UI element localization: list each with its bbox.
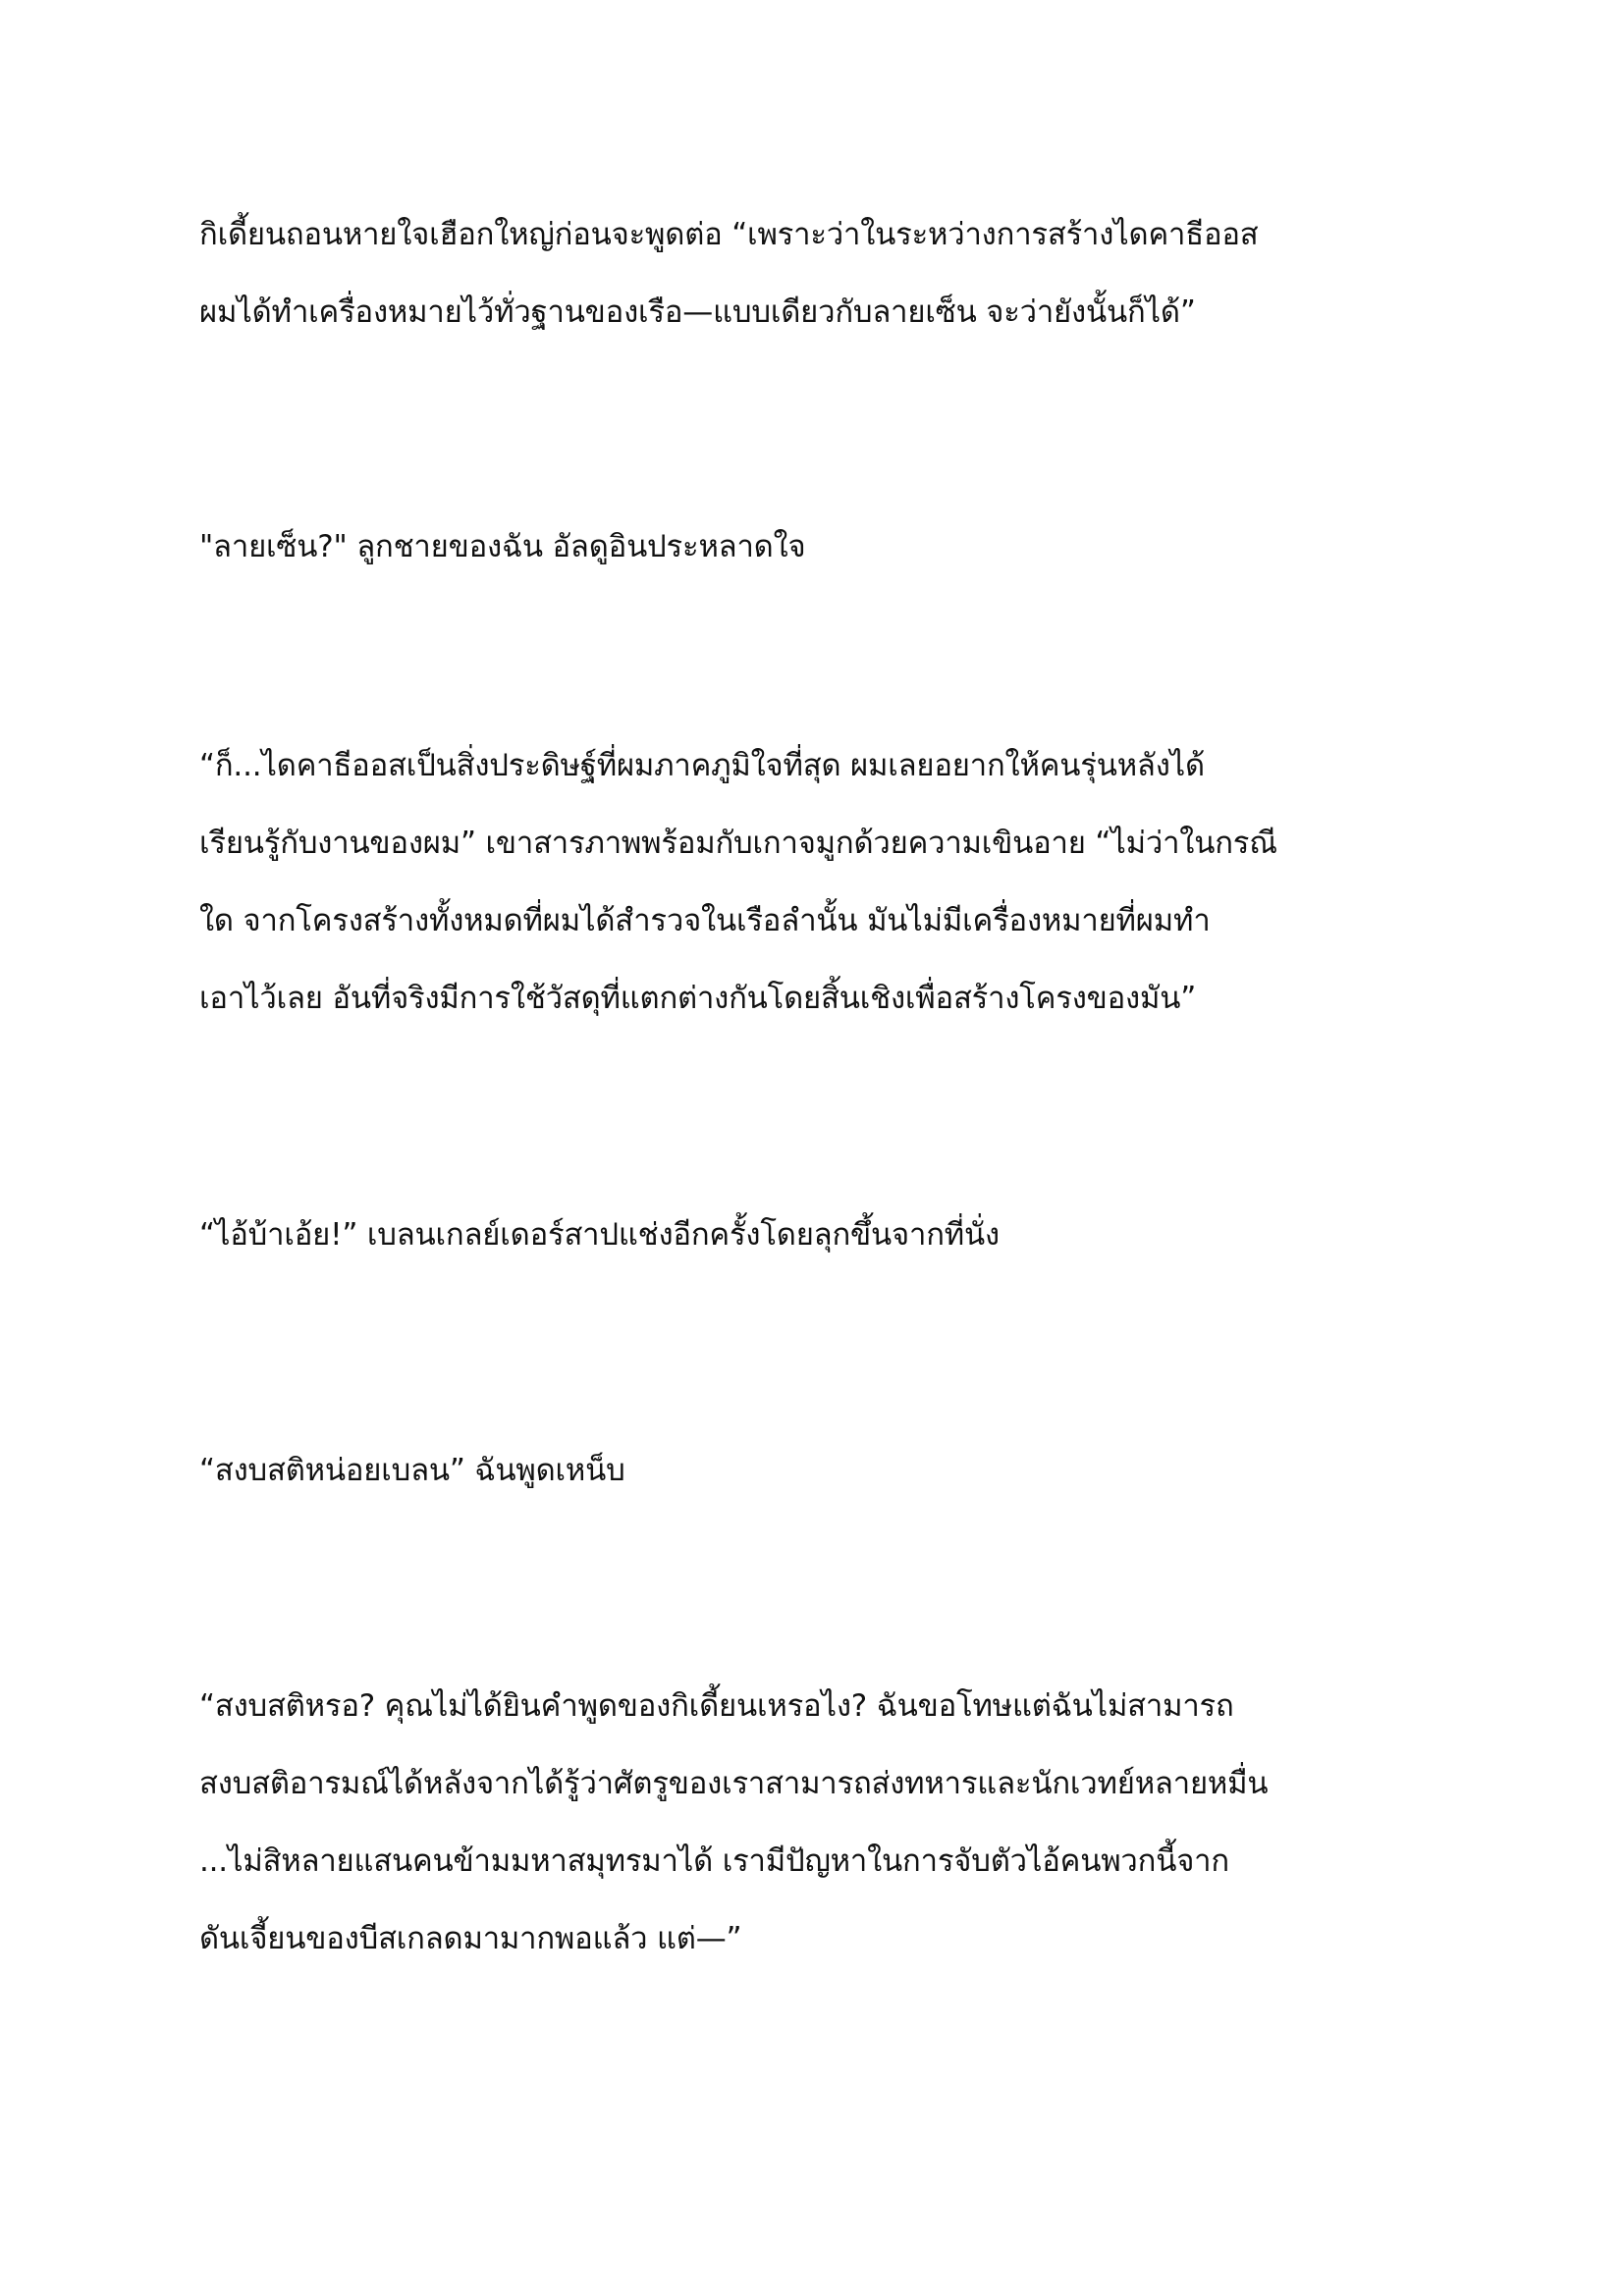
paragraph-5	[199, 1432, 1436, 1510]
text-line: “ก็...ไดคาธีออสเป็นสิ่งประดิษฐ์ที่ผมภาคภูมิใจที่สุด ผมเลยอยากให้คนรุ่นหลังได้	[199, 748, 1205, 783]
paragraph-6	[199, 1668, 1436, 1978]
text-line: สงบสติอารมณ์ได้หลังจากได้รู้ว่าศัตรูของเราสามารถส่งทหารและนักเวทย์หลายหมื่น	[199, 1766, 1269, 1801]
paragraph-4	[199, 1197, 1436, 1274]
paragraph-1	[199, 196, 1436, 351]
text-line: ใด จากโครงสร้างทั้งหมดที่ผมได้สำรวจในเรือลำนั้น มันไม่มีเครื่องหมายที่ผมทำ	[199, 903, 1211, 938]
text-line: “สงบสติหน่อยเบลน” ฉันพูดเหน็บ	[199, 1453, 625, 1488]
text-line: ดันเจี้ยนของบีสเกลดมามากพอแล้ว แต่—”	[199, 1921, 742, 1956]
text-line: ...ไม่สิหลายแสนคนข้ามมหาสมุทรมาได้ เรามีปัญหาในการจับตัวไอ้คนพวกนี้จาก	[199, 1843, 1229, 1879]
text-line: เอาไว้เลย อันที่จริงมีการใช้วัสดุที่แตกต่างกันโดยสิ้นเชิงเพื่อสร้างโครงของมัน”	[199, 981, 1197, 1016]
text-line: ผมได้ทำเครื่องหมายไว้ทั่วฐานของเรือ—แบบเดียวกับลายเซ็น จะว่ายังนั้นก็ได้”	[199, 294, 1196, 330]
text-line: "ลายเซ็น?" ลูกชายของฉัน อัลดูอินประหลาดใจ	[199, 529, 806, 564]
paragraph-2	[199, 508, 1436, 586]
text-line: กิเดี้ยนถอนหายใจเฮือกใหญ่ก่อนจะพูดต่อ “เพราะว่าในระหว่างการสร้างไดคาธีออส	[199, 217, 1259, 252]
paragraph-3	[199, 727, 1436, 1038]
text-line: “สงบสติหรอ? คุณไม่ได้ยินคำพูดของกิเดี้ยนเหรอไง? ฉันขอโทษแต่ฉันไม่สามารถ	[199, 1688, 1234, 1724]
text-line: เรียนรู้กับงานของผม” เขาสารภาพพร้อมกับเกาจมูกด้วยความเขินอาย “ไม่ว่าในกรณี	[199, 826, 1277, 861]
text-line: “ไอ้บ้าเอ้ย!” เบลนเกลย์เดอร์สาปแช่งอีกครั้งโดยลุกขึ้นจากที่นั่ง	[199, 1217, 1000, 1253]
